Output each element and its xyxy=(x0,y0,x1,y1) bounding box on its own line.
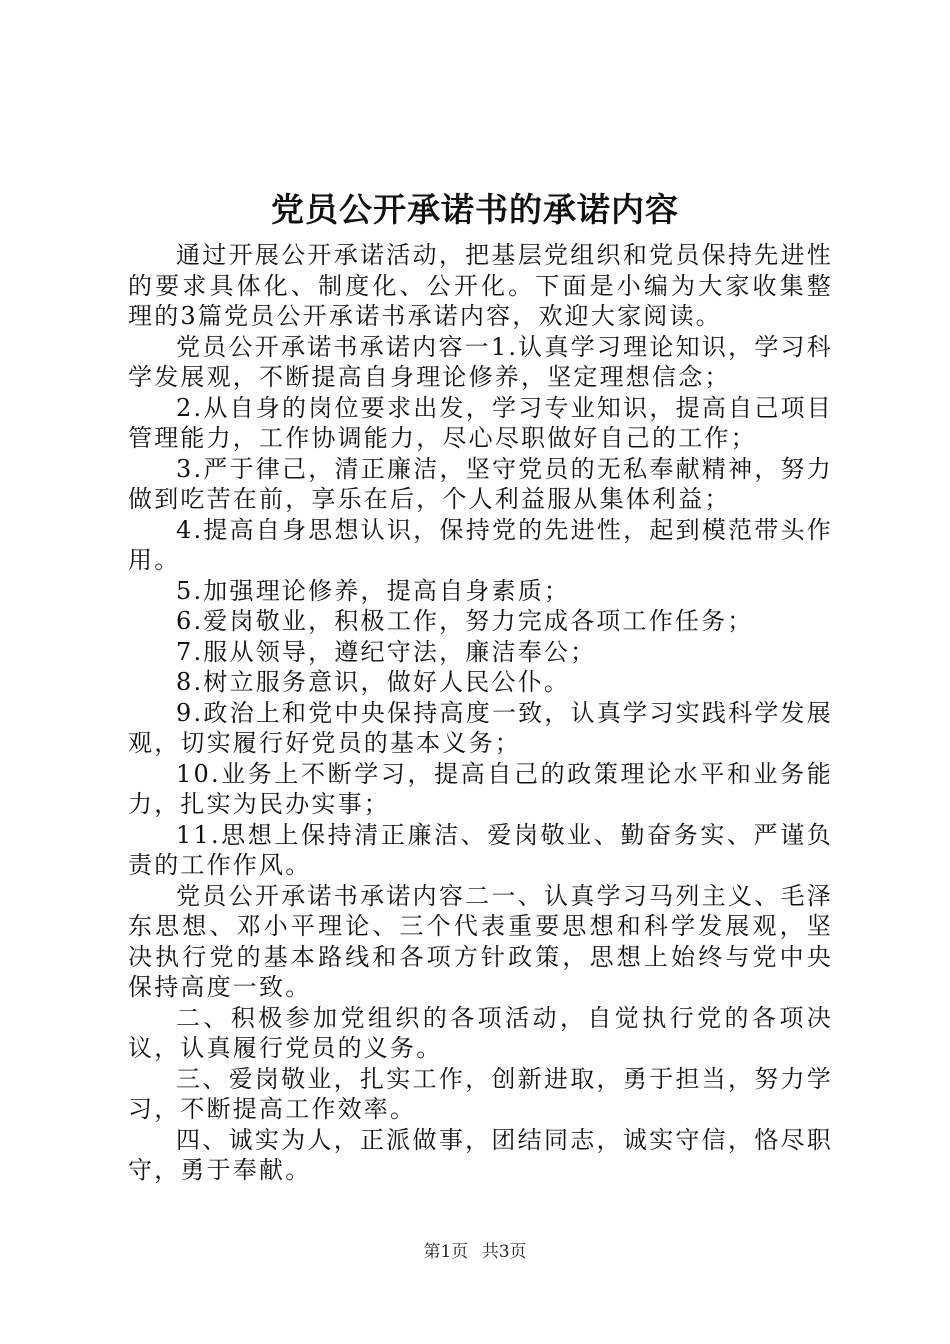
paragraph: 三、爱岗敬业，扎实工作，创新进取，勇于担当，努力学习，不断提高工作效率。 xyxy=(128,1064,833,1123)
paragraph: 通过开展公开承诺活动，把基层党组织和党员保持先进性的要求具体化、制度化、公开化。下面是小编为大家收集整理的3篇党员公开承诺书承诺内容，欢迎大家阅读。 xyxy=(128,241,833,330)
paragraph: 党员公开承诺书承诺内容二一、认真学习马列主义、毛泽东思想、邓小平理论、三个代表重要思想和科学发展观，坚决执行党的基本路线和各项方针政策，思想上始终与党中央保持高度一致。 xyxy=(128,881,833,1001)
paragraph: 8.树立服务意识，做好人民公仆。 xyxy=(176,668,571,696)
paragraph: 6.爱岗敬业，积极工作，努力完成各项工作任务； xyxy=(176,607,754,635)
document-body xyxy=(128,240,833,1186)
paragraph: 7.服从领导，遵纪守法，廉洁奉公； xyxy=(176,637,597,666)
paragraph: 4.提高自身思想认识，保持党的先进性，起到模范带头作用。 xyxy=(128,515,833,574)
page-footer xyxy=(0,1240,950,1264)
paragraph: 10.业务上不断学习，提高自己的政策理论水平和业务能力，扎实为民办实事； xyxy=(128,759,833,818)
paragraph: 党员公开承诺书承诺内容一1.认真学习理论知识，学习科学发展观，不断提高自身理论修养，坚定理想信念； xyxy=(128,332,833,391)
paragraph: 2.从自身的岗位要求出发，学习专业知识，提高自己项目管理能力，工作协调能力，尽心尽职做好自己的工作； xyxy=(128,393,833,452)
paragraph: 二、积极参加党组织的各项活动，自觉执行党的各项决议，认真履行党员的义务。 xyxy=(128,1003,833,1062)
page-total: 共3页 xyxy=(481,1242,527,1262)
paragraph: 9.政治上和党中央保持高度一致，认真学习实践科学发展观，切实履行好党员的基本义务； xyxy=(128,698,833,757)
paragraph: 3.严于律己，清正廉洁，坚守党员的无私奉献精神，努力做到吃苦在前，享乐在后，个人利益服从集体利益； xyxy=(128,454,833,513)
page-number: 第1页 xyxy=(423,1242,469,1262)
paragraph: 5.加强理论修养，提高自身素质； xyxy=(176,576,571,605)
paragraph: 11.思想上保持清正廉洁、爱岗敬业、勤奋务实、严谨负责的工作作风。 xyxy=(128,820,833,879)
document-title: 党员公开承诺书的承诺内容 xyxy=(271,190,679,229)
paragraph: 四、诚实为人，正派做事，团结同志，诚实守信，恪尽职守，勇于奉献。 xyxy=(128,1125,833,1184)
